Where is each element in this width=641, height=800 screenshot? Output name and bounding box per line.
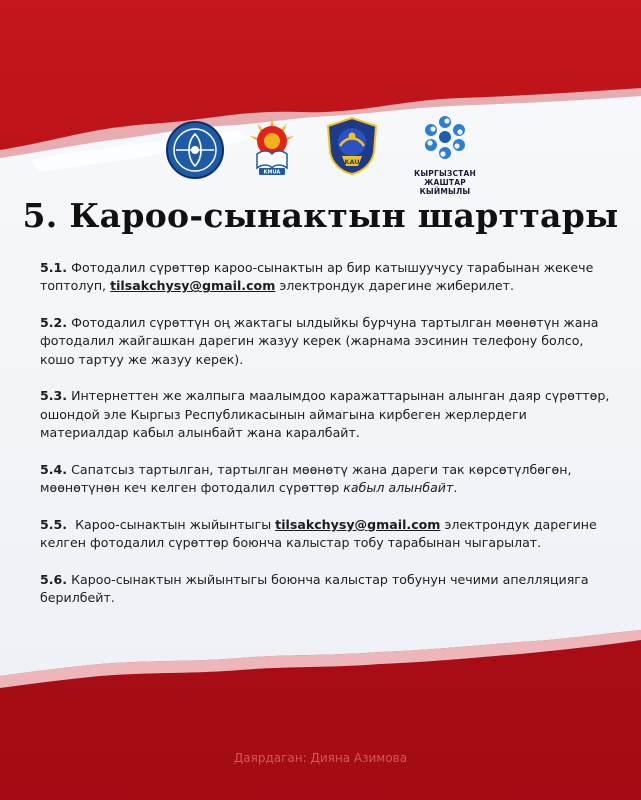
youth-logo-caption-line2: КЫЙМЫЛЫ [419,187,471,196]
svg-text:KMUA: KMUA [263,169,281,176]
rule-text: Фотодалил сүрөттөр кароо-сынактын ар бир катышуучусу тарабынан жекече топтолуп, [40,260,594,294]
rule-text: электрондук дарегине келген фотодалил сүрөттөр боюнча калыстар тобу тарабынан чыгарылат. [40,516,597,551]
rule-5-4 [40,461,610,498]
rule-number: 5.6. [40,571,68,587]
kmua-sun-book-emblem-icon [247,116,297,176]
rule-5-5 [40,516,610,553]
rule-number: 5.1. [40,260,68,275]
rule-number: 5.2. [40,315,68,330]
rule-text: электрондук дарегине жиберилет. [275,278,515,294]
rule-text: Кароо-сынактын жыйынтыгы боюнча калыстар тобунун чечими апелляцияга берилбейт. [40,571,589,606]
rule-5-6 [40,571,610,608]
email-link[interactable]: tilsakchysy@gmail.com [110,278,276,294]
kau-university-emblem-icon [326,116,378,176]
footer-credit: Даярдаган: Дияна Азимова [233,751,408,765]
partner-logos [0,114,641,194]
svg-text:KAU: KAU [344,158,360,166]
swirl-pattern-icon [422,114,468,160]
rule-text: Интернеттен же жалпыга маалымдоо каражаттарынан алынган даяр сүрөттөр, ошондой эле Кыргыз Республикасынын аймагына кирбеген жерлердеги материалдар кабыл алынбайт жана каралбайт. [40,388,610,441]
rule-text: . [453,480,458,496]
page-title: 5. Кароо-сынактын шарттары [22,196,619,235]
rule-text: Фотодалил сүрөттүн оң жактагы ылдыйкы бурчуна тартылган мөөнөтүн жана фотодалил жайгашкан дарегин жазуу керек (жарнама ээсинин телефону болсо, кошо тартуу же жазуу керек). [40,315,599,367]
rules-list [40,259,610,626]
round-blue-emblem-icon [165,120,225,180]
youth-movement-logo [395,114,495,196]
rule-5-1 [40,259,610,296]
rule-text: Сапатсыз тартылган, тартылган мөөнөтү жана дареги так көрсөтүлбөгөн, мөөнөтүнөн кеч келген фотодалил сүрөттөр [40,461,572,496]
email-link[interactable]: tilsakchysy@gmail.com [275,516,441,532]
youth-logo-caption-line1: КЫРГЫЗСТАН ЖАШТАР [414,169,476,187]
rule-number: 5.4. [40,461,68,477]
rule-number: 5.3. [40,388,68,404]
rule-5-2 [40,314,610,369]
rule-text: Кароо-сынактын жыйынтыгы [67,516,276,532]
rule-italic-text: кабыл алынбайт [343,480,454,496]
rule-number: 5.5. [40,516,68,532]
rule-5-3 [40,387,610,442]
